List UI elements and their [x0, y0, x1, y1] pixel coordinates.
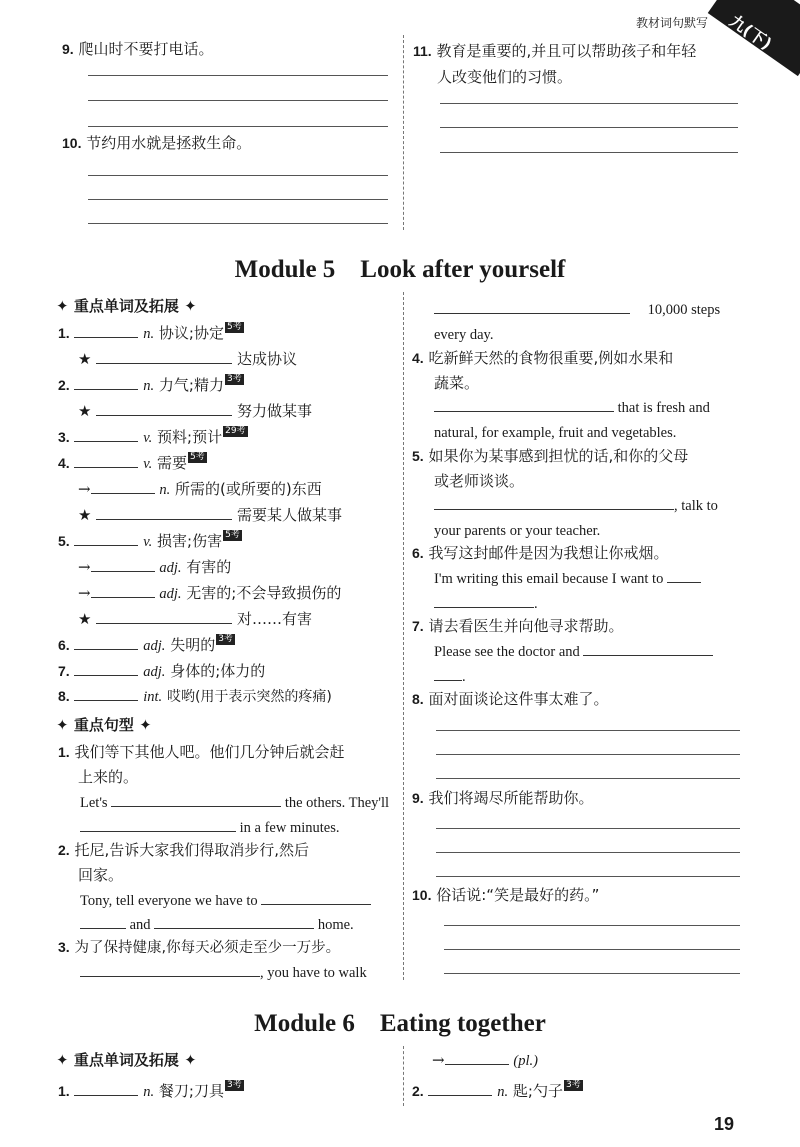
sentence-2-en-a: Tony, tell everyone we have to [80, 890, 371, 910]
sentence-7: 7. 请去看医生并向他寻求帮助。 [412, 617, 624, 635]
diamond-icon: ✦ [56, 716, 69, 734]
sentence-3-en: , you have to walk [80, 962, 367, 982]
column-divider [403, 1046, 404, 1106]
answer-blank[interactable] [91, 557, 155, 572]
column-divider [403, 292, 404, 980]
top-left-item-10 [62, 132, 251, 153]
answer-blank[interactable] [74, 531, 138, 546]
answer-blank[interactable] [96, 609, 232, 624]
answer-blank[interactable] [667, 568, 701, 583]
answer-line[interactable] [444, 973, 740, 974]
answer-line[interactable] [444, 925, 740, 926]
diamond-icon: ✦ [56, 1051, 69, 1069]
sentence-3: 3. 为了保持健康,你每天必须走至少一万步。 [58, 939, 341, 956]
answer-line[interactable] [88, 126, 388, 127]
answer-blank[interactable] [80, 962, 260, 977]
answer-blank[interactable] [111, 792, 281, 807]
diamond-icon: ✦ [184, 297, 197, 315]
star-icon: ★ [78, 506, 92, 524]
answer-line[interactable] [440, 152, 738, 153]
star-icon: ★ [78, 350, 92, 368]
sentence-5-en: , talk to your parents or your teacher. [434, 494, 744, 544]
answer-line[interactable] [440, 127, 738, 128]
vocab-row: 1. n. 协议;协定 5考 [58, 322, 242, 342]
answer-line[interactable] [444, 949, 740, 950]
answer-blank[interactable] [261, 890, 371, 905]
answer-blank[interactable] [434, 299, 630, 314]
sentence-1-en-b: in a few minutes. [80, 817, 340, 837]
vocab-row: 3. v. 预料;预计 29考 [58, 426, 246, 446]
diamond-icon: ✦ [56, 297, 69, 315]
answer-line[interactable] [436, 828, 740, 829]
answer-blank[interactable] [74, 635, 138, 650]
vocab-row: 1. n. 餐刀;刀具 3考 [58, 1080, 242, 1100]
vocab-row: 2. n. 匙;勺子 3考 [412, 1080, 581, 1100]
sentence-10: 10. 俗话说:“笑是最好的药。” [412, 886, 600, 904]
vocab-row: 6. adj. 失明的 3考 [58, 634, 233, 654]
page-number: 19 [714, 1114, 735, 1134]
vocab-heading: ✦ 重点单词及拓展 ✦ [56, 297, 197, 315]
answer-line[interactable] [88, 75, 388, 76]
item-number: 10. [62, 135, 82, 151]
answer-line[interactable] [436, 754, 740, 755]
arrow-icon: → [432, 1051, 445, 1069]
top-right-item-11 [413, 38, 753, 90]
vocab-row: 2. n. 力气;精力 3考 [58, 374, 242, 394]
vocab-row: → adj. 无害的;不会导致损伤的 [78, 584, 342, 602]
arrow-icon: → [78, 584, 91, 602]
sentence-6-en: I'm writing this email because I want to . [434, 567, 744, 617]
answer-line[interactable] [88, 199, 388, 200]
vocab-row: 7. adj. 身体的;体力的 [58, 662, 266, 680]
answer-blank[interactable] [154, 914, 314, 929]
arrow-icon: → [78, 480, 91, 498]
sentence-7-en: Please see the doctor and . [434, 640, 744, 690]
answer-line[interactable] [88, 100, 388, 101]
arrow-icon: → [78, 558, 91, 576]
answer-blank[interactable] [434, 666, 462, 681]
answer-blank[interactable] [428, 1081, 492, 1096]
sentence-8: 8. 面对面谈论这件事太难了。 [412, 690, 609, 708]
answer-line[interactable] [88, 223, 388, 224]
answer-blank[interactable] [91, 583, 155, 598]
answer-blank[interactable] [74, 661, 138, 676]
answer-line[interactable] [88, 175, 388, 176]
star-icon: ★ [78, 402, 92, 420]
sentence-2: 2. 托尼,告诉大家我们得取消步行,然后 回家。 [58, 841, 310, 884]
answer-blank[interactable] [74, 323, 138, 338]
vocab-row: → (pl.) [432, 1051, 538, 1069]
vocab-row: → adj. 有害的 [78, 558, 232, 576]
sentence-9: 9. 我们将竭尽所能帮助你。 [412, 789, 594, 807]
answer-blank[interactable] [434, 593, 534, 608]
item-text-line2: 人改变他们的习惯。 [437, 68, 573, 86]
sentence-1-en-a: Let's the others. They'll [80, 792, 389, 812]
item-number: 9. [62, 41, 74, 57]
answer-line[interactable] [436, 852, 740, 853]
module-6-title: Module 6 Eating together [254, 1010, 546, 1037]
top-left-item-9 [62, 38, 213, 59]
answer-blank[interactable] [434, 495, 674, 510]
sentence-2-en-b: and home. [80, 914, 354, 934]
sentence-6: 6. 我写这封邮件是因为我想让你戒烟。 [412, 544, 669, 562]
header-label: 教材词句默写 [636, 16, 709, 30]
answer-line[interactable] [440, 103, 738, 104]
vocab-row: ★ 达成协议 [78, 350, 298, 368]
answer-blank[interactable] [74, 427, 138, 442]
vocab-row: 5. v. 损害;伤害 5考 [58, 530, 240, 550]
sentence-heading: ✦ 重点句型 ✦ [56, 716, 152, 734]
vocab-heading-6: ✦ 重点单词及拓展 ✦ [56, 1051, 197, 1069]
vocab-row: ★ 努力做某事 [78, 402, 313, 420]
sentence-1: 1. 我们等下其他人吧。他们几分钟后就会赶 上来的。 [58, 743, 345, 786]
answer-blank[interactable] [434, 397, 614, 412]
answer-blank[interactable] [80, 914, 126, 929]
star-icon: ★ [78, 610, 92, 628]
answer-line[interactable] [436, 876, 740, 877]
answer-blank[interactable] [74, 375, 138, 390]
answer-blank[interactable] [80, 817, 236, 832]
answer-blank[interactable] [91, 479, 155, 494]
answer-blank[interactable] [74, 453, 138, 468]
answer-blank[interactable] [96, 401, 232, 416]
item-text-line1: 教育是重要的,并且可以帮助孩子和年轻 [436, 42, 697, 60]
answer-blank[interactable] [583, 641, 713, 656]
answer-line[interactable] [436, 778, 740, 779]
column-divider [403, 35, 404, 230]
header-tab-label: 九(下) [726, 11, 776, 54]
vocab-row: ★ 需要某人做某事 [78, 506, 343, 524]
answer-blank[interactable] [96, 505, 232, 520]
sentence-4-en: that is fresh and natural, for example, fruit and vegetables. [434, 396, 744, 446]
answer-blank[interactable] [74, 686, 138, 701]
answer-blank[interactable] [445, 1050, 509, 1065]
item-number: 11. [413, 43, 432, 59]
vocab-row: ★ 对……有害 [78, 610, 313, 628]
item-text: 节约用水就是拯救生命。 [86, 134, 252, 152]
sentence-3-cont: 10,000 steps every day. [434, 298, 744, 348]
diamond-icon: ✦ [139, 716, 152, 734]
diamond-icon: ✦ [184, 1051, 197, 1069]
answer-blank[interactable] [96, 349, 232, 364]
vocab-row: 8. int. 哎哟(用于表示突然的疼痛) [58, 688, 332, 705]
sentence-4: 4. 吃新鲜天然的食物很重要,例如水果和 蔬菜。 [412, 349, 674, 392]
module-5-title: Module 5 Look after yourself [234, 256, 566, 283]
vocab-list [58, 322, 398, 712]
answer-blank[interactable] [74, 1081, 138, 1096]
answer-line[interactable] [436, 730, 740, 731]
vocab-row: 4. v. 需要 5考 [58, 452, 205, 472]
sentence-5: 5. 如果你为某事感到担忧的话,和你的父母 或老师谈谈。 [412, 447, 689, 490]
item-text: 爬山时不要打电话。 [78, 40, 214, 58]
vocab-row: → n. 所需的(或所要的)东西 [78, 480, 322, 498]
